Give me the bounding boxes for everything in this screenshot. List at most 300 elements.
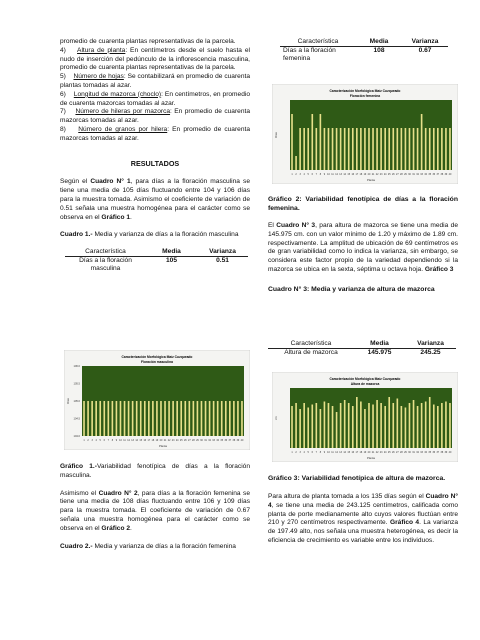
x-tick-label: 12 (335, 451, 338, 454)
chart-bar (397, 128, 399, 170)
chart-bar (413, 400, 415, 448)
chart-bar (316, 128, 318, 170)
methods-list-item (60, 126, 250, 144)
x-tick-label: 5 (99, 439, 101, 442)
x-tick-label: 11 (331, 451, 334, 454)
chart-bar (99, 401, 101, 436)
x-tick-label: 9 (323, 173, 326, 176)
x-tick-label: 19 (363, 451, 367, 454)
chart-bar (332, 128, 334, 170)
chart-bar (417, 128, 419, 170)
table2-caption: Cuadro 2.- Media y varianza de días a la floración femenina (60, 542, 236, 550)
chart-bar (233, 401, 235, 436)
x-tick-label: 19 (363, 173, 367, 176)
x-tick-label: 34 (216, 439, 220, 442)
chart-title: Caracterización Morfológica Maíz Cuzqueado (121, 355, 193, 359)
results-paragraph-1: Según el Cuadro N° 1, para días a la floración masculina se tiene una media de 105 días fluctuando entre 104 y 106 días para la muestra tomada. Asimismo el coeficiente de variación de 0.51 señala una muestra homogénea para el carácter como se observa en el Gráfico 1. (60, 178, 250, 221)
graf2-caption: Gráfico 2: Variabilidad fenotípica de días a la floración femenina. (268, 196, 458, 212)
chart-bar (425, 402, 427, 449)
chart-bar (429, 128, 431, 170)
x-tick-label: 33 (420, 451, 423, 454)
x-tick-label: 31 (412, 451, 415, 454)
table1-header: Media (146, 248, 197, 257)
chart-bar (384, 128, 386, 170)
chart-1 (64, 350, 250, 450)
chart-bar (417, 406, 419, 448)
chart-2 (272, 84, 458, 184)
chart-bar (295, 403, 297, 448)
chart-bar (303, 403, 305, 448)
table1-cell: Días a la floración masculina (79, 257, 132, 273)
x-tick-label: 40 (448, 173, 452, 176)
chart-bar (372, 128, 374, 170)
x-tick-label: 16 (351, 451, 355, 454)
chart-3 (272, 372, 458, 462)
x-tick-label: 22 (167, 439, 171, 442)
chart-3-svg (272, 372, 458, 462)
chart-bar (384, 406, 386, 448)
item-text: : En promedio de cuarenta mazorcas tomadas al azar. (60, 108, 250, 125)
x-tick-label: 20 (367, 173, 371, 176)
x-tick-label: 5 (307, 451, 309, 454)
chart-bar (437, 406, 439, 448)
chart-bar (320, 409, 322, 448)
y-tick-label: 104.5 (73, 417, 80, 421)
chart-bar (307, 408, 309, 449)
x-tick-label: 12 (335, 173, 338, 176)
x-tick-label: 29 (404, 451, 407, 454)
chart-bar (356, 397, 358, 448)
table2-cell: 108 (373, 47, 385, 54)
x-tick-label: 40 (448, 451, 452, 454)
x-tick-label: 6 (311, 451, 313, 454)
x-tick-label: 30 (408, 451, 411, 454)
chart-2-svg (272, 84, 458, 184)
chart-bar (316, 403, 318, 448)
chart-bar (193, 401, 195, 436)
chart-bar (95, 401, 97, 436)
chart-bar (344, 400, 346, 448)
x-tick-label: 34 (424, 173, 428, 176)
chart-bar (213, 401, 215, 436)
chart-bar (401, 406, 403, 448)
chart-bar (91, 401, 93, 436)
item-text: : En promedio de cuarenta mazorcas tomadas al azar. (60, 125, 250, 142)
item-number: 8) (60, 125, 66, 133)
chart-bar (368, 128, 370, 170)
x-tick-label: 33 (212, 439, 215, 442)
chart-title: Caracterización Morfológica Maíz Cuzqueado (329, 89, 401, 93)
chart-bar (360, 128, 362, 170)
x-tick-label: 26 (183, 439, 187, 442)
table2-header: Varianza (402, 38, 448, 47)
table1-header: Característica (65, 248, 146, 257)
chart-bar (413, 128, 415, 170)
x-tick-label: 3 (91, 439, 93, 442)
table3-header: Varianza (405, 340, 456, 349)
x-tick-label: 23 (171, 439, 175, 442)
chart-bar (120, 401, 122, 436)
table2-header: Característica (280, 38, 356, 47)
x-tick-label: 5 (307, 173, 309, 176)
x-tick-label: 14 (343, 451, 347, 454)
x-tick-label: 4 (95, 439, 97, 442)
chart-bar (364, 409, 366, 448)
x-tick-label: 13 (131, 439, 134, 442)
x-tick-label: 2 (295, 451, 297, 454)
chart-bar (437, 128, 439, 170)
table3-cell: 145.975 (367, 349, 392, 356)
x-tick-label: 20 (159, 439, 163, 442)
chart-bar (299, 128, 301, 170)
chart-bar (112, 401, 114, 436)
x-tick-label: 23 (379, 173, 383, 176)
chart-bar (144, 401, 146, 436)
chart-bar (348, 403, 350, 448)
x-tick-label: 16 (351, 173, 355, 176)
y-axis-label: Días (66, 398, 70, 404)
table3-caption: Cuadro N° 3: Media y varianza de altura de mazorca (268, 285, 435, 293)
graf1-caption: Gráfico 1.-Variabilidad fenotípica de días a la floración masculina. (60, 463, 250, 479)
x-tick-label: 15 (347, 173, 351, 176)
results-paragraph-3: El Cuadro N° 3, para altura de mazorca se tiene una media de 145.975 cm. con un valor mínimo de 1.20 y máximo de 1.89 cm. respectivamente. La amplitud de ubicación de 69 centímetros es de gran variabilidad como lo indica la varianza, sin embargo, se considera este factor propio de la variedad dependiendo si la mazorca se ubica en la sexta, séptima u octava hoja. Gráfico 3 (268, 222, 459, 273)
chart-bar (311, 114, 313, 170)
chart-bar (124, 401, 126, 436)
x-tick-label: 18 (359, 173, 363, 176)
x-tick-label: 8 (319, 173, 322, 176)
x-tick-label: 7 (315, 173, 317, 176)
x-tick-label: 39 (236, 439, 240, 442)
x-tick-label: 31 (412, 173, 415, 176)
x-tick-label: 25 (179, 439, 183, 442)
chart-bar (328, 403, 330, 448)
x-tick-label: 27 (395, 173, 399, 176)
x-tick-label: 24 (383, 451, 387, 454)
methods-list-item (60, 47, 250, 73)
x-tick-label: 38 (440, 173, 444, 176)
x-tick-label: 6 (311, 173, 313, 176)
x-tick-label: 35 (220, 439, 224, 442)
x-tick-label: 12 (127, 439, 130, 442)
x-tick-label: 18 (359, 451, 363, 454)
chart-bar (132, 401, 134, 436)
section-heading: RESULTADOS (130, 158, 180, 168)
chart-bar (83, 401, 85, 436)
x-tick-label: 10 (119, 439, 122, 442)
chart-bar (189, 401, 191, 436)
x-tick-label: 31 (204, 439, 207, 442)
chart-bar (295, 156, 297, 170)
x-tick-label: 3 (299, 451, 301, 454)
chart-bar (441, 403, 443, 448)
chart-subtitle: Floración masculina (141, 360, 173, 364)
x-tick-label: 15 (139, 439, 143, 442)
chart-bar (421, 403, 423, 448)
y-axis-label: cm (274, 416, 278, 420)
methods-list-item (60, 73, 250, 91)
chart-bar (421, 114, 423, 170)
chart-bar (433, 128, 435, 170)
table3-header: Media (354, 340, 405, 349)
chart-bar (303, 128, 305, 170)
table1-caption: Cuadro 1.- Media y varianza de días a la floración masculina (60, 231, 239, 239)
x-tick-label: 29 (196, 439, 199, 442)
chart-bar (164, 401, 166, 436)
chart-bar (324, 402, 326, 449)
x-tick-label: 29 (404, 173, 407, 176)
x-tick-label: 6 (103, 439, 105, 442)
x-tick-label: 27 (395, 451, 399, 454)
item-term: Número de hojas (73, 73, 124, 81)
chart-bar (429, 397, 431, 448)
y-tick-label: 106.0 (73, 365, 80, 368)
chart-bar (103, 401, 105, 436)
y-tick-label: 105.5 (73, 382, 80, 386)
item-number: 7) (60, 108, 66, 116)
x-tick-label: 2 (295, 173, 297, 176)
chart-bar (433, 405, 435, 449)
x-tick-label: 32 (208, 439, 211, 442)
chart-bar (299, 409, 301, 448)
x-tick-label: 38 (232, 439, 236, 442)
x-tick-label: 22 (375, 173, 379, 176)
x-tick-label: 18 (151, 439, 155, 442)
x-tick-label: 30 (200, 439, 203, 442)
x-tick-label: 25 (387, 173, 391, 176)
x-tick-label: 32 (416, 451, 419, 454)
chart-bar (291, 406, 293, 448)
x-tick-label: 14 (343, 173, 347, 176)
chart-bar (336, 128, 338, 170)
x-tick-label: 9 (115, 439, 118, 442)
x-tick-label: 26 (391, 173, 395, 176)
x-tick-label: 10 (327, 173, 330, 176)
x-tick-label: 33 (420, 173, 423, 176)
x-tick-label: 4 (303, 173, 305, 176)
x-tick-label: 28 (400, 173, 403, 176)
chart-bar (397, 399, 399, 449)
x-tick-label: 8 (319, 451, 322, 454)
x-tick-label: 27 (187, 439, 191, 442)
x-tick-label: 36 (224, 439, 228, 442)
x-tick-label: 40 (240, 439, 244, 442)
chart-bar (401, 128, 403, 170)
item-text: : En centímetros desde el suelo hasta el nudo de inserción del pedúnculo de la inflorescencia masculina, promedio de cuarenta plantas representativas de la parcela. (60, 46, 250, 72)
x-tick-label: 10 (327, 451, 330, 454)
x-tick-label: 35 (428, 173, 432, 176)
x-tick-label: 37 (436, 451, 440, 454)
chart-bar (176, 401, 178, 436)
chart-bar (392, 403, 394, 448)
x-tick-label: 36 (432, 451, 436, 454)
x-tick-label: 2 (87, 439, 89, 442)
chart-bar (328, 128, 330, 170)
plot-area (82, 366, 244, 436)
x-tick-label: 24 (383, 173, 387, 176)
chart-bar (409, 403, 411, 448)
x-tick-label: 21 (371, 451, 375, 454)
x-tick-label: 28 (192, 439, 195, 442)
x-tick-label: 24 (175, 439, 179, 442)
chart-bar (376, 400, 378, 448)
chart-bar (441, 128, 443, 170)
results-paragraph-2: Asimismo el Cuadro N° 2, para días a la floración femenina se tiene una media de 108 días fluctuando entre 106 y 109 días para la muestra tomada. El coeficiente de variación de 0.67 señala una muestra homogénea para el carácter como se observa en el Gráfico 2. (60, 489, 250, 532)
chart-bar (201, 401, 203, 436)
x-tick-label: 36 (432, 173, 436, 176)
chart-bar (348, 128, 350, 170)
results-paragraph-4: Para altura de planta tomada a los 135 días según el Cuadro N° 4, se tiene una media de 243.125 centímetros, calificada como planta de porte medianamente alto cuyos valores fluctúan entre 210 y 270 centímetros respectivamente. Gráfico 4. La varianza de 197.49 alto, nos señala una muestra heterogénea, es decir la eficiencia de crecimiento es variable entre los individuos. (268, 493, 458, 544)
x-tick-label: 16 (143, 439, 147, 442)
chart-bar (425, 128, 427, 170)
y-axis-label: Días (274, 132, 278, 138)
x-tick-label: 19 (155, 439, 159, 442)
plot-area (290, 388, 452, 448)
chart-bar (405, 408, 407, 449)
chart-bar (352, 406, 354, 448)
table1-cell: 105 (165, 257, 177, 265)
methods-list-item (60, 108, 250, 126)
x-axis-label: Planta (159, 444, 167, 448)
table1-cell: 0.51 (216, 257, 229, 265)
x-tick-label: 13 (339, 173, 342, 176)
chart-bar (445, 128, 447, 170)
chart-bar (449, 128, 451, 170)
chart-bar (380, 128, 382, 170)
chart-bar (180, 401, 182, 436)
item-number: 6) (60, 90, 66, 98)
chart-bar (352, 128, 354, 170)
chart-bar (229, 401, 231, 436)
x-tick-label: 20 (367, 451, 371, 454)
x-tick-label: 1 (291, 451, 293, 454)
chart-bar (388, 128, 390, 170)
chart-bar (116, 401, 118, 436)
chart-1-svg (64, 350, 250, 450)
chart-bar (160, 401, 162, 436)
chart-bar (344, 128, 346, 170)
table2-cell: 0.67 (418, 47, 432, 54)
y-tick-label: 105.0 (73, 400, 80, 403)
chart-bar (225, 401, 227, 436)
x-tick-label: 22 (375, 451, 379, 454)
item-number: 5) (60, 73, 66, 81)
table-1 (65, 248, 248, 273)
chart-bar (128, 401, 130, 436)
chart-bar (307, 128, 309, 170)
x-axis-label: Planta (367, 178, 375, 182)
chart-bar (340, 128, 342, 170)
table-2 (280, 38, 448, 63)
x-tick-label: 38 (440, 451, 444, 454)
x-tick-label: 28 (400, 451, 403, 454)
x-tick-label: 11 (123, 439, 126, 442)
intro-paragraph: promedio de cuarenta plantas representativas de la parcela. (60, 38, 236, 45)
table-3 (268, 340, 456, 357)
item-term: Número de granos por hilera (78, 125, 168, 133)
item-term: Longitud de mazorca (choclo) (73, 90, 162, 98)
x-tick-label: 37 (436, 173, 440, 176)
x-tick-label: 35 (428, 451, 432, 454)
chart-bar (152, 401, 154, 436)
x-tick-label: 25 (387, 451, 391, 454)
x-tick-label: 3 (299, 173, 301, 176)
x-tick-label: 32 (416, 173, 419, 176)
chart-bar (445, 402, 447, 449)
chart-bar (184, 401, 186, 436)
chart-bar (332, 406, 334, 448)
item-term: Número de hileras por mazorca (75, 108, 171, 116)
x-tick-label: 15 (347, 451, 351, 454)
item-text: : Se contabilizará en promedio de cuarenta plantas tomadas al azar. (60, 73, 250, 89)
chart-bar (136, 401, 138, 436)
chart-bar (87, 401, 89, 436)
x-tick-label: 11 (331, 173, 334, 176)
chart-subtitle: Altura de mazorca (350, 382, 380, 386)
chart-bar (140, 401, 142, 436)
chart-bar (197, 401, 199, 436)
x-tick-label: 17 (355, 451, 359, 454)
chart-subtitle: Floración femenina (349, 94, 381, 98)
chart-bar (340, 403, 342, 448)
chart-bar (209, 401, 211, 436)
chart-bar (205, 401, 207, 436)
chart-bar (241, 401, 243, 436)
table3-header: Característica (268, 340, 354, 349)
methods-list-item (60, 91, 250, 109)
chart-bar (108, 401, 110, 436)
x-tick-label: 1 (83, 439, 85, 442)
table2-cell: Días a la floración femenina (283, 47, 336, 62)
x-tick-label: 30 (408, 173, 411, 176)
chart-bar (217, 401, 219, 436)
table2-header: Media (356, 38, 402, 47)
x-tick-label: 39 (444, 173, 448, 176)
chart-bar (156, 401, 158, 436)
chart-bar (380, 403, 382, 448)
x-tick-label: 14 (135, 439, 139, 442)
x-tick-label: 21 (371, 173, 375, 176)
x-tick-label: 1 (291, 173, 293, 176)
chart-bar (291, 114, 293, 170)
x-tick-label: 9 (323, 451, 326, 454)
chart-bar (324, 128, 326, 170)
table1-header: Varianza (197, 248, 248, 257)
x-tick-label: 37 (228, 439, 232, 442)
x-tick-label: 4 (303, 451, 305, 454)
chart-bar (409, 128, 411, 170)
graf3-caption: Gráfico 3: Variabilidad fenotípica de altura de mazorca. (268, 475, 446, 482)
item-text: : En centímetros, en promedio de cuarenta mazorcas tomadas al azar. (60, 90, 251, 107)
chart-bar (388, 397, 390, 448)
chart-bar (320, 114, 322, 170)
chart-bar (368, 403, 370, 448)
x-tick-label: 34 (424, 451, 428, 454)
chart-bar (172, 401, 174, 436)
chart-bar (372, 405, 374, 449)
chart-bar (237, 401, 239, 436)
chart-bar (336, 412, 338, 448)
chart-bar (311, 405, 313, 449)
x-tick-label: 7 (107, 439, 109, 442)
x-tick-label: 39 (444, 451, 448, 454)
x-tick-label: 13 (339, 451, 342, 454)
item-term: Altura de planta (77, 46, 126, 54)
chart-bar (392, 128, 394, 170)
table3-cell: 245.25 (420, 349, 441, 356)
chart-bar (356, 128, 358, 170)
chart-bar (364, 128, 366, 170)
x-tick-label: 17 (147, 439, 151, 442)
